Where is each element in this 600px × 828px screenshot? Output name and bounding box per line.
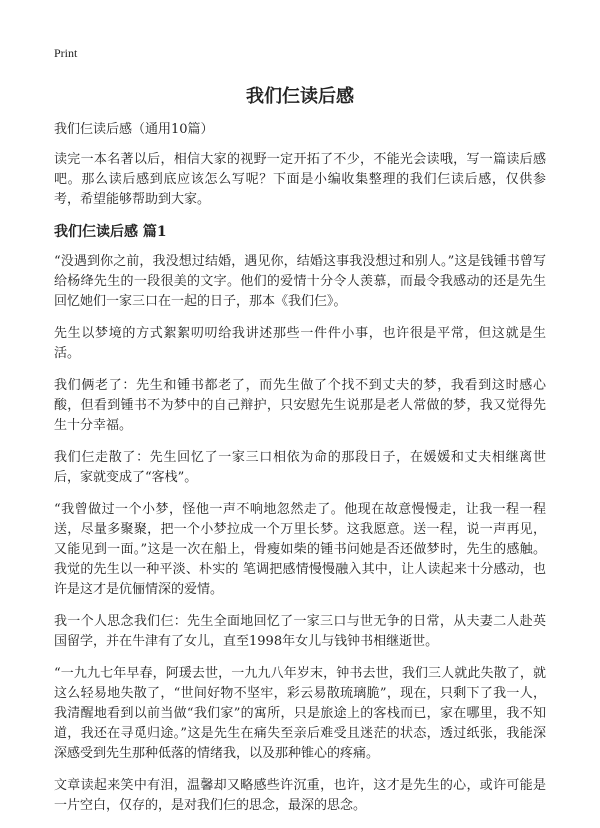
print-link[interactable]: Print (54, 46, 78, 60)
article-subtitle: 我们仨读后感（通用10篇） (54, 122, 214, 137)
intro-paragraph: 读完一本名著以后，相信大家的视野一定开拓了不少，不能光会读哦，写一篇读后感吧。那么读后感到底应该怎么写呢？下面是小编收集整理的我们仨读后感，仅供参考，希望能够帮助到大家。 (54, 152, 546, 207)
article-body (54, 120, 546, 828)
paragraph-2: 先生以梦境的方式絮絮叨叨给我讲述那些一件件小事，也许很是平常，但这就是生活。 (54, 326, 546, 361)
paragraph-4: 我们仨走散了：先生回忆了一家三口相依为命的那段日子，在媛媛和丈夫相继离世后，家就变成了“客栈”。 (54, 450, 546, 485)
paragraph-8: 文章读起来笑中有泪，温馨却又略感些许沉重，也许，这才是先生的心，或许可能是一片空白，仅存的，是对我们仨的思念，最深的思念。 (54, 778, 546, 813)
page-title: 我们仨读后感 (246, 86, 354, 107)
paragraph-5: “我曾做过一个小梦，怪他一声不响地忽然走了。他现在故意慢慢走，让我一程一程送，尽量多聚聚，把一个小梦拉成一个万里长梦。这我愿意。送一程，说一声再见，又能见到一面。”这是一次在船上，骨瘦如柴的锺书问她是否还做梦时，先生的感触。我觉的先生以一种平淡、朴实的 笔调把感情慢慢融入其中，让人读起来十分感动，也许是这才是伉俪情深的爱情。 (54, 502, 546, 597)
paragraph-3: 我们俩老了：先生和锺书都老了，而先生做了个找不到丈夫的梦，我看到这时感心酸，但看到锺书不为梦中的自己辩护，只安慰先生说那是老人常做的梦，我又觉得先生十分幸福。 (54, 378, 546, 433)
paragraph-7: “一九九七年早春，阿瑗去世，一九九八年岁末，钟书去世，我们三人就此失散了，就这么轻易地失散了，“世间好物不坚牢，彩云易散琉璃脆”，现在，只剩下了我一人，我清醒地看到以前当做“我们家”的寓所，只是旅途上的客栈而已，家在哪里，我不知道，我还在寻觅归途。”这是先生在痛失至亲后难受且迷茫的状态，透过纸张，我能深深感受到先生那种低落的情绪我，以及那种锥心的疼痛。 (54, 666, 546, 761)
paragraph-6: 我一个人思念我们仨：先生全面地回忆了一家三口与世无争的日常，从夫妻二人赴英国留学，并在牛津有了女儿，直至1998年女儿与钱钟书相继逝世。 (54, 614, 546, 649)
section-heading: 我们仨读后感 篇1 (54, 224, 167, 240)
paragraph-1: “没遇到你之前，我没想过结婚，遇见你，结婚这事我没想过和别人。”这是钱锺书曾写给杨绛先生的一段很美的文字。他们的爱情十分令人羡慕，而最令我感动的还是先生回忆她们一家三口在一起的日子，那本《我们仨》。 (54, 254, 546, 309)
